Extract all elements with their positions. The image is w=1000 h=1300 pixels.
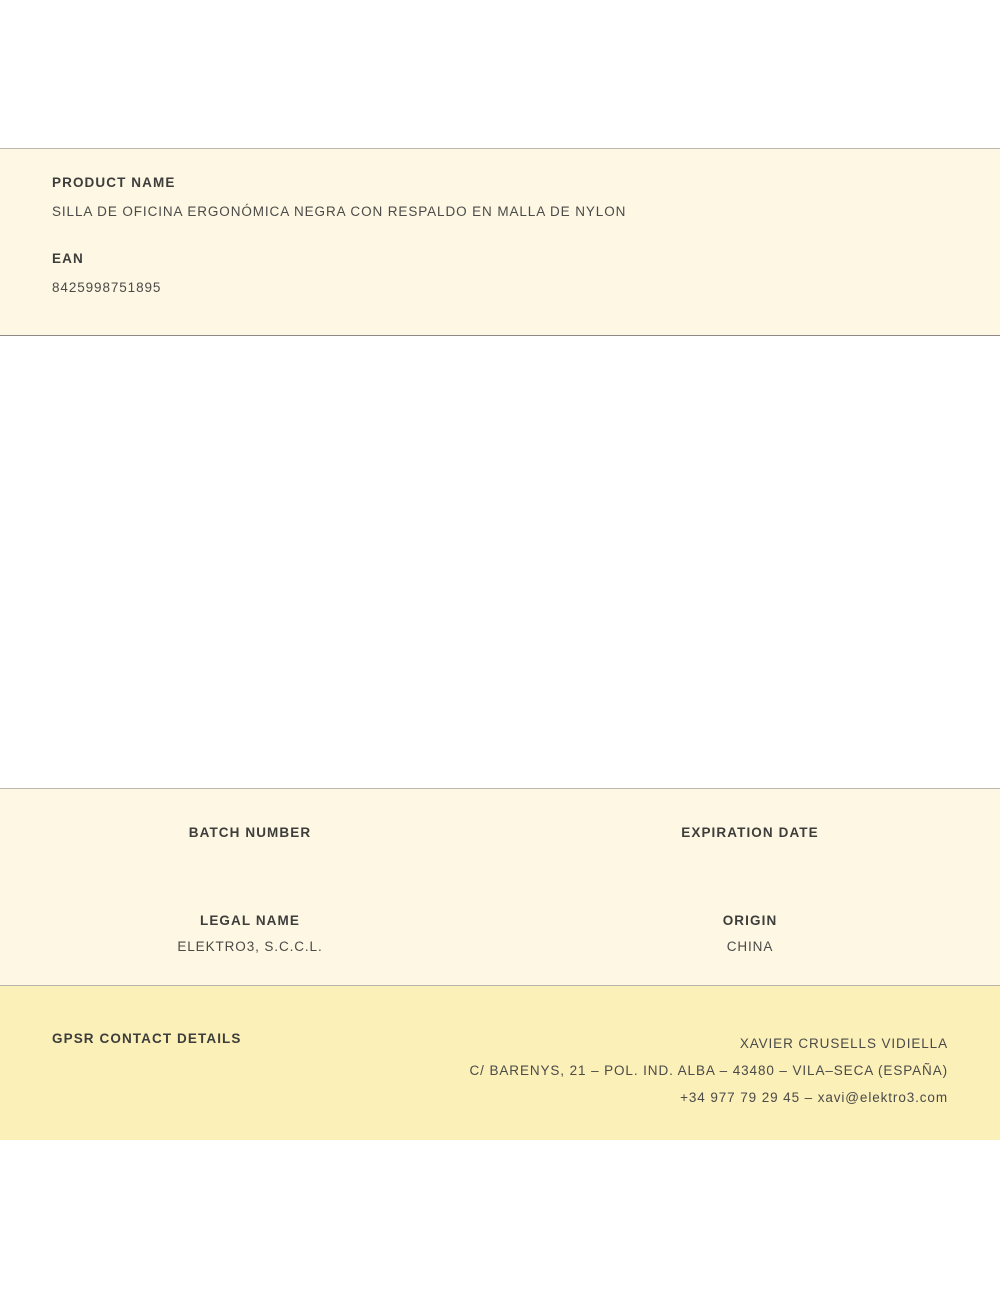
meta-row-legal (0, 867, 1000, 955)
ean-value: 8425998751895 (52, 280, 162, 295)
legal-name-field (0, 913, 500, 955)
page-footer-space (0, 1140, 1000, 1300)
legal-name-value: ELEKTRO3, S.C.C.L. (177, 939, 323, 954)
origin-value: CHINA (726, 939, 774, 954)
product-image-area (0, 336, 1000, 788)
gpsr-contact-section (0, 986, 1000, 1140)
expiration-date-value (500, 851, 1000, 867)
batch-number-label: BATCH NUMBER (188, 825, 312, 840)
ean-field (52, 251, 948, 295)
product-name-field (52, 175, 948, 219)
ean-label: EAN (52, 251, 84, 266)
batch-number-field (0, 825, 500, 867)
origin-label: ORIGIN (722, 913, 778, 928)
batch-number-value (0, 851, 500, 867)
legal-name-label: LEGAL NAME (199, 913, 300, 928)
meta-row-batch (0, 789, 1000, 867)
origin-field (500, 913, 1000, 955)
product-name-value: SILLA DE OFICINA ERGONÓMICA NEGRA CON RESPALDO EN MALLA DE NYLON (52, 204, 627, 219)
gpsr-contact-details (470, 1030, 948, 1111)
gpsr-contact-phone-email: +34 977 79 29 45 – xavi@elektro3.com (680, 1090, 948, 1105)
product-identification-section (0, 148, 1000, 336)
product-name-label: PRODUCT NAME (52, 175, 176, 190)
expiration-date-label: EXPIRATION DATE (681, 825, 819, 840)
gpsr-contact-person: XAVIER CRUSELLS VIDIELLA (739, 1036, 948, 1051)
gpsr-contact-label: GPSR CONTACT DETAILS (52, 1031, 242, 1046)
expiration-date-field (500, 825, 1000, 867)
gpsr-contact-address: C/ BARENYS, 21 – POL. IND. ALBA – 43480 – VILA–SECA (ESPAÑA) (469, 1063, 948, 1078)
product-meta-section (0, 788, 1000, 986)
